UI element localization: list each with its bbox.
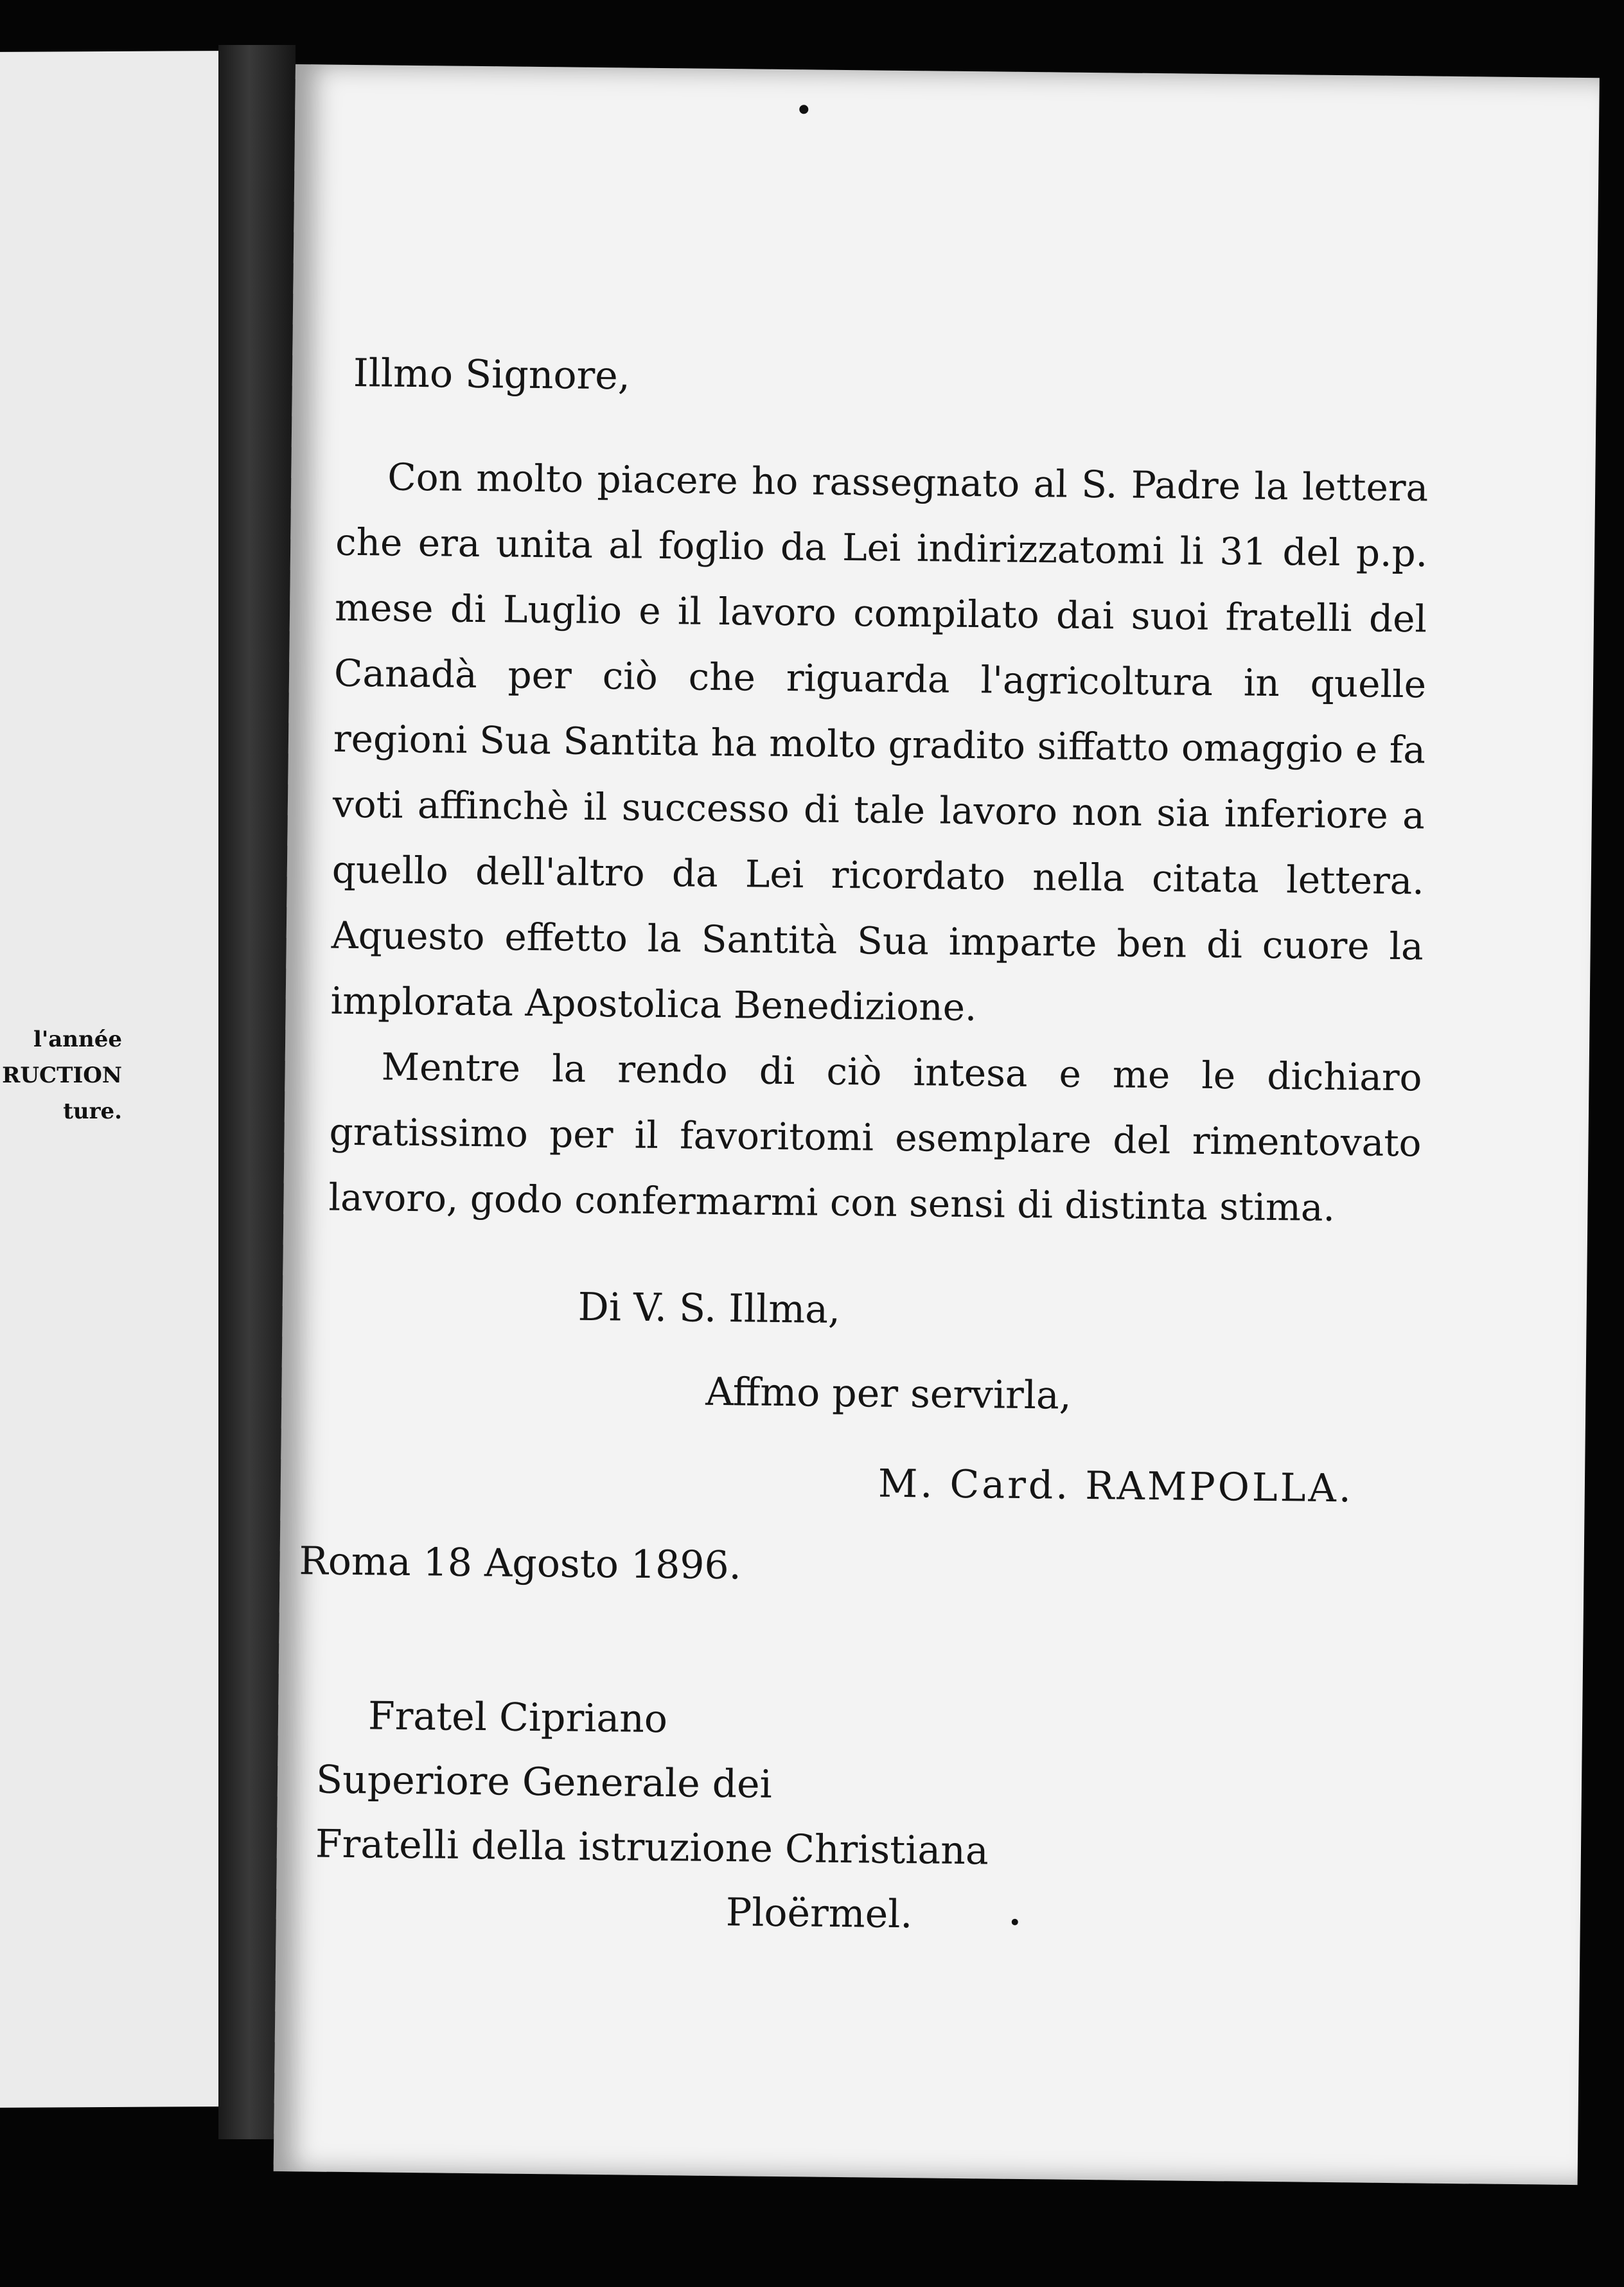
fragment-line: ture. (63, 1099, 122, 1124)
addressee-line: Superiore Generale dei (315, 1757, 773, 1807)
addressee-block (314, 1683, 990, 1947)
print-mark (1012, 1919, 1018, 1925)
letter-page (274, 64, 1600, 2185)
closing-line: Di V. S. Illma, (578, 1284, 841, 1332)
addressee-line: Ploërmel. (725, 1890, 913, 1938)
print-mark (799, 105, 808, 114)
signature: M. Card. RAMPOLLA. (878, 1461, 1354, 1512)
addressee-line: Fratelli della istruzione Christiana (315, 1821, 989, 1874)
paragraph: Con molto piacere ho rassegnato al S. Padre la lettera che era unita al foglio da Lei indirizzatomi li 31 del p.p. mese di Luglio e il lavoro compilato dai suoi fratelli del Canadà per ciò che riguarda l'agricoltura in quelle regioni Sua Santita ha molto gradito siffatto omaggio e fa voti affinchè il successo di tale lavoro non sia inferiore a quello dell'altro da Lei ricordato nella citata lettera. Aquesto effetto la Santità Sua imparte ben di cuore la implorata Apostolica Benedizione. (330, 455, 1429, 1030)
fragment-line: RUCTION (2, 1063, 122, 1088)
fragment-line: l'année (33, 1027, 122, 1052)
closing-line: Affmo per servirla, (705, 1369, 1072, 1418)
addressee-line: Fratel Cipriano (367, 1693, 668, 1742)
letter-body (328, 444, 1429, 1242)
date-line: Roma 18 Agosto 1896. (299, 1539, 742, 1589)
left-page-fragment (0, 1021, 218, 1129)
salutation: Illmo Signore, (353, 350, 631, 399)
paragraph: Mentre la rendo di ciò intesa e me le dichiaro gratissimo per il favoritomi esemplare del rimentovato lavoro, godo confermarmi con sensi di distinta stima. (328, 1045, 1422, 1230)
